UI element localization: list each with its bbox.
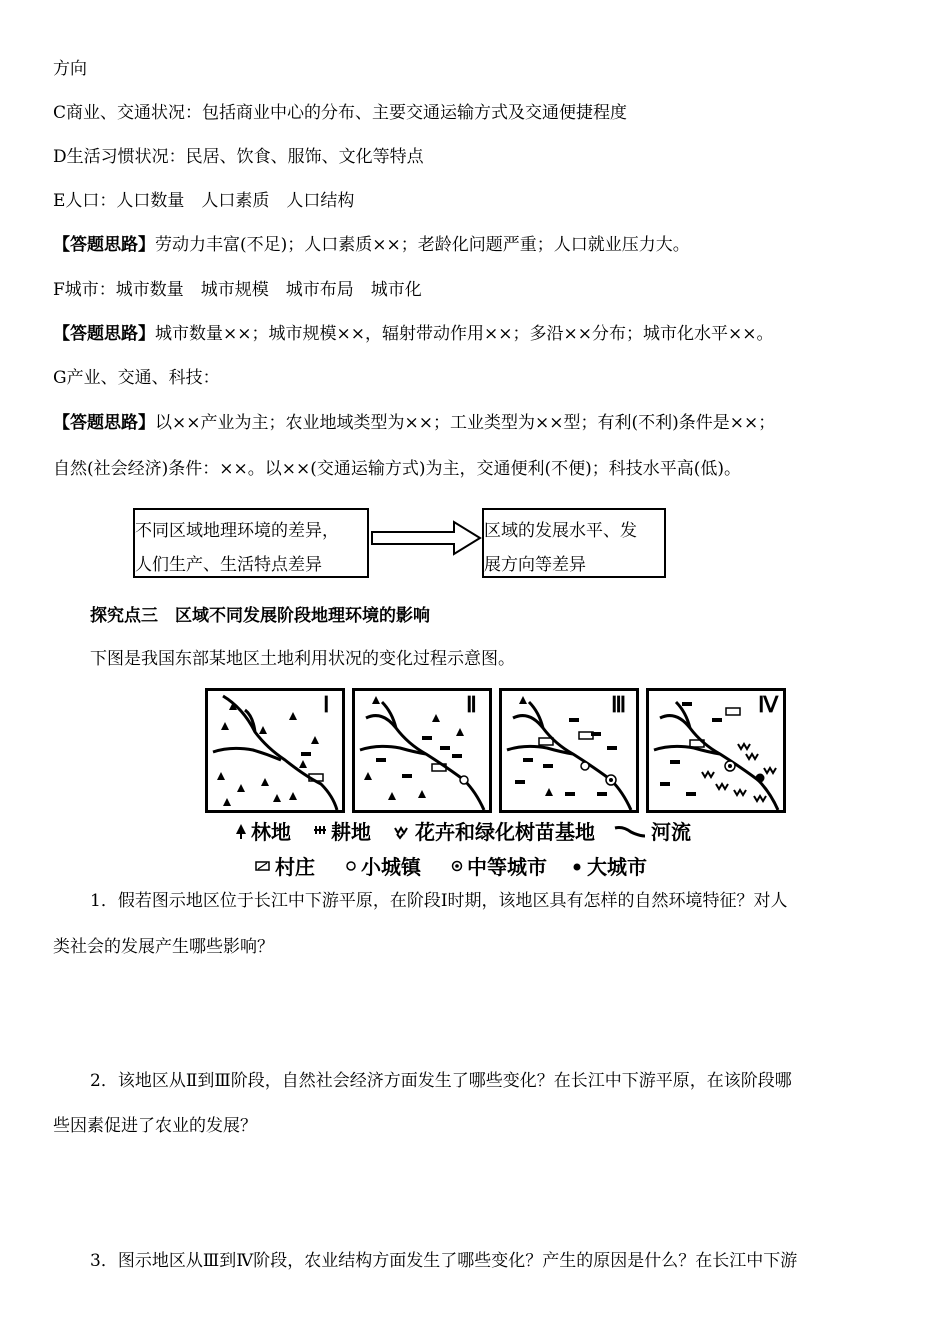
forest-icon — [235, 822, 247, 840]
legend-row — [255, 851, 647, 880]
text-line: 方向 — [53, 59, 87, 79]
question-1-line1: 1．假若图示地区位于长江中下游平原，在阶段Ⅰ时期，该地区具有怎样的自然环境特征？对人 — [90, 891, 788, 911]
panel-label: Ⅲ — [611, 692, 627, 717]
answer-hint-tag: 【答题思路】 — [53, 413, 155, 433]
town-icon — [345, 857, 357, 875]
question-2-line1: 2．该地区从Ⅱ到Ⅲ阶段，自然社会经济方面发生了哪些变化？在长江中下游平原，在该阶段哪 — [90, 1071, 792, 1091]
map-panel — [499, 688, 639, 813]
arrow-right-icon — [370, 518, 484, 558]
legend-farmland: 耕地 — [331, 820, 371, 844]
text-line: G产业、交通、科技： — [53, 368, 220, 388]
flow-box-left-line2: 人们生产、生活特点差异 — [135, 555, 322, 575]
panel-label: Ⅰ — [323, 692, 330, 717]
legend-nursery: 花卉和绿化树苗基地 — [415, 820, 595, 844]
answer-hint-text: 城市数量××；城市规模××，辐射带动作用××；多沿××分布；城市化水平××。 — [155, 324, 774, 344]
legend-big-city: 大城市 — [587, 855, 647, 879]
legend-medium-city: 中等城市 — [467, 855, 547, 879]
flow-box-left — [133, 508, 369, 578]
flow-box-right — [482, 508, 666, 578]
text-line: C商业、交通状况：包括商业中心的分布、主要交通运输方式及交通便捷程度 — [53, 103, 628, 123]
question-3-line1: 3．图示地区从Ⅲ到Ⅳ阶段，农业结构方面发生了哪些变化？产生的原因是什么？在长江中下游 — [90, 1251, 798, 1271]
panel-label: Ⅳ — [758, 692, 779, 717]
legend-row — [235, 816, 691, 845]
panel-label: Ⅱ — [466, 692, 477, 717]
big-city-icon — [571, 857, 583, 875]
legend-forest: 林地 — [251, 820, 291, 844]
answer-hint-line — [53, 323, 773, 345]
legend-village: 村庄 — [275, 855, 315, 879]
legend-river: 河流 — [651, 820, 691, 844]
map-panel — [205, 688, 345, 813]
flow-box-right-line2: 展方向等差异 — [484, 555, 586, 575]
section-intro: 下图是我国东部某地区土地利用状况的变化过程示意图。 — [90, 649, 515, 669]
text-line: 自然(社会经济)条件：××。以××(交通运输方式)为主，交通便利(不便)；科技水平高(低)。 — [53, 459, 742, 479]
nursery-icon — [393, 822, 411, 840]
farmland-icon — [313, 822, 327, 840]
text-line: D生活习惯状况：民居、饮食、服饰、文化等特点 — [53, 147, 424, 167]
question-1-line2: 类社会的发展产生哪些影响？ — [53, 937, 274, 957]
village-icon — [255, 857, 271, 875]
text-line: E人口：人口数量 人口素质 人口结构 — [53, 191, 355, 211]
question-2-line2: 些因素促进了农业的发展？ — [53, 1116, 257, 1136]
flow-box-left-line1: 不同区域地理环境的差异， — [135, 521, 339, 541]
answer-hint-text: 以××产业为主；农业地域类型为××；工业类型为××型；有利(不利)条件是××； — [155, 413, 776, 433]
answer-hint-line — [53, 234, 690, 256]
flow-box-right-line1: 区域的发展水平、发 — [484, 521, 637, 541]
answer-hint-text: 劳动力丰富(不足)；人口素质××；老龄化问题严重；人口就业压力大。 — [155, 235, 690, 255]
map-panel — [352, 688, 492, 813]
answer-hint-line — [53, 412, 775, 434]
river-icon — [613, 822, 647, 840]
map-panel — [646, 688, 786, 813]
answer-hint-tag: 【答题思路】 — [53, 324, 155, 344]
legend-town: 小城镇 — [361, 855, 421, 879]
medium-city-icon — [451, 857, 463, 875]
section-heading: 探究点三 区域不同发展阶段地理环境的影响 — [90, 606, 430, 626]
answer-hint-tag: 【答题思路】 — [53, 235, 155, 255]
text-line: F城市：城市数量 城市规模 城市布局 城市化 — [53, 280, 422, 300]
